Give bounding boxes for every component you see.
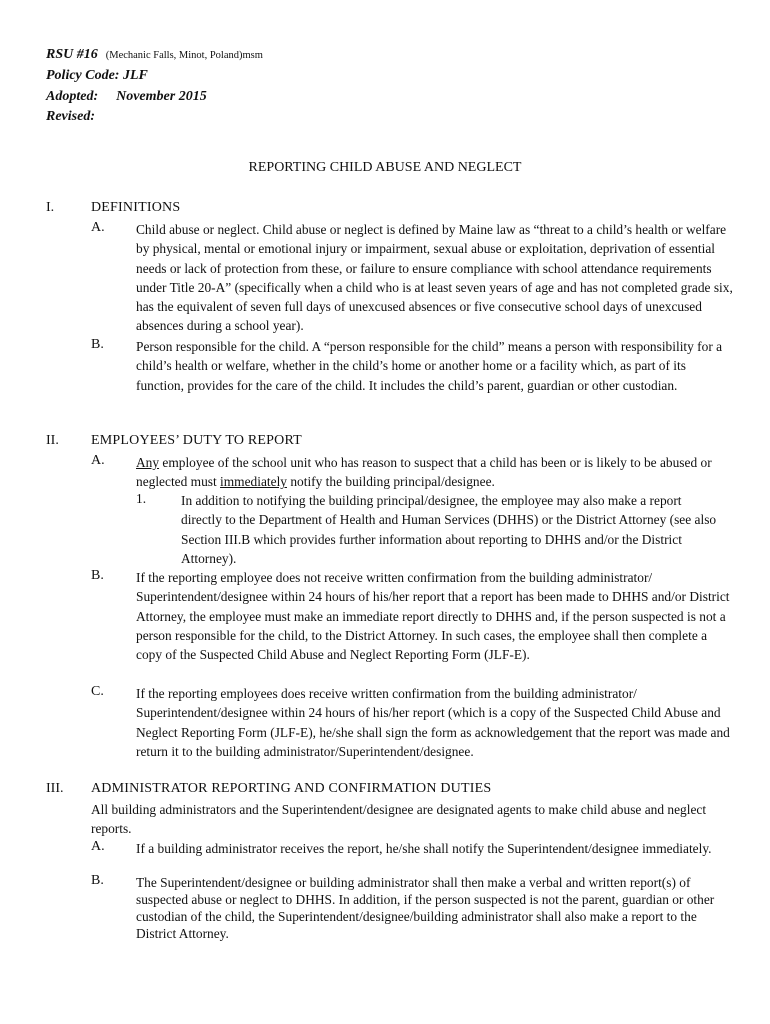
section-number: III.	[46, 781, 64, 796]
section-number: I.	[46, 200, 55, 215]
section-intro: All building administrators and the Superintendent/designee are designated agents to make child abuse and neglect reports.	[91, 802, 707, 837]
adopted-label: Adopted:	[46, 89, 99, 104]
item-text: If the reporting employees does receive written confirmation from the building administrator/ Superintendent/designee within 24 hours of his/her report (which is a copy of the Suspected Child Abuse and Neglect Reporting Form (JLF-E), he/she shall sign the form as acknowledgement that the report was made and return it to the building administrator/Superintendent/designee.	[136, 686, 730, 759]
item-label: A.	[91, 453, 105, 468]
rsu-label: RSU #16	[46, 47, 98, 62]
document-title: REPORTING CHILD ABUSE AND NEGLECT	[248, 160, 522, 175]
adopted-date: November 2015	[116, 89, 207, 104]
item-text: If the reporting employee does not receive written confirmation from the building administrator/ Superintendent/designee within 24 hours of his/her report that a report has been made to DHHS and/or District Attorney, the employee must make an immediate report directly to DHHS and, if the person suspected is not a person responsible for the child, to the District Attorney. In such cases, the employee shall then complete a copy of the Suspected Child Abuse and Neglect Reporting Form (JLF-E).	[136, 570, 730, 663]
item-label: A.	[91, 220, 105, 235]
adopted-line	[46, 88, 207, 106]
item-text: Child abuse or neglect. Child abuse or neglect is defined by Maine law as “threat to a child’s health or welfare by physical, mental or emotional injury or impairment, sexual abuse or exploitation, deprivation of essential needs or lack of protection from these, or failure to ensure compliance with school attendance requirements under Title 20-A” (specifically when a child who is at least seven years of age and has not completed grade six, has the equivalent of seven full days of unexcused absences or five consecutive school days of unexcused absences during a school year).	[136, 222, 733, 334]
towns-note: (Mechanic Falls, Minot, Poland)msm	[105, 50, 263, 61]
section-number: II.	[46, 433, 59, 448]
item-label: A.	[91, 839, 105, 854]
section-heading: EMPLOYEES’ DUTY TO REPORT	[91, 433, 302, 448]
item-label: C.	[91, 684, 104, 699]
section-heading: DEFINITIONS	[91, 200, 181, 215]
item-text: The Superintendent/designee or building administrator shall then make a verbal and written report(s) of suspected abuse or neglect to DHHS. In addition, if the person suspected is not the parent, guardian or other custodian of the child, the Superintendent/designee/building administrator shall also make a report to the District Attorney.	[136, 875, 715, 941]
policy-code: Policy Code: JLF	[46, 68, 148, 83]
revised-label: Revised:	[46, 109, 95, 124]
emphasis-immediately: immediately	[220, 474, 287, 490]
item-text: Any employee of the school unit who has reason to suspect that a child has been or is likely to be abused or neglected must immediately notify the building principal/designee.	[136, 455, 712, 490]
emphasis-any: Any	[136, 455, 160, 470]
item-text: If a building administrator receives the report, he/she shall notify the Superintendent/designee immediately.	[136, 841, 712, 856]
item-label: B.	[91, 873, 104, 888]
subitem-text: In addition to notifying the building principal/designee, the employee may also make a report directly to the Department of Health and Human Services (DHHS) or the District Attorney (see also Section III.B which provides further information about reporting to DHHS and/or the District Attorney).	[181, 493, 717, 566]
item-label: B.	[91, 568, 104, 583]
section-heading: ADMINISTRATOR REPORTING AND CONFIRMATION DUTIES	[91, 781, 492, 796]
header-rsu-line	[46, 46, 263, 65]
subitem-label: 1.	[136, 491, 147, 506]
item-text: Person responsible for the child. A “person responsible for the child” means a person with responsibility for a child’s health or welfare, whether in the child’s home or another home or a facility which, as part of its function, provides for the care of the child. It includes the child’s parent, guardian or other custodian.	[136, 339, 723, 393]
item-label: B.	[91, 337, 104, 352]
